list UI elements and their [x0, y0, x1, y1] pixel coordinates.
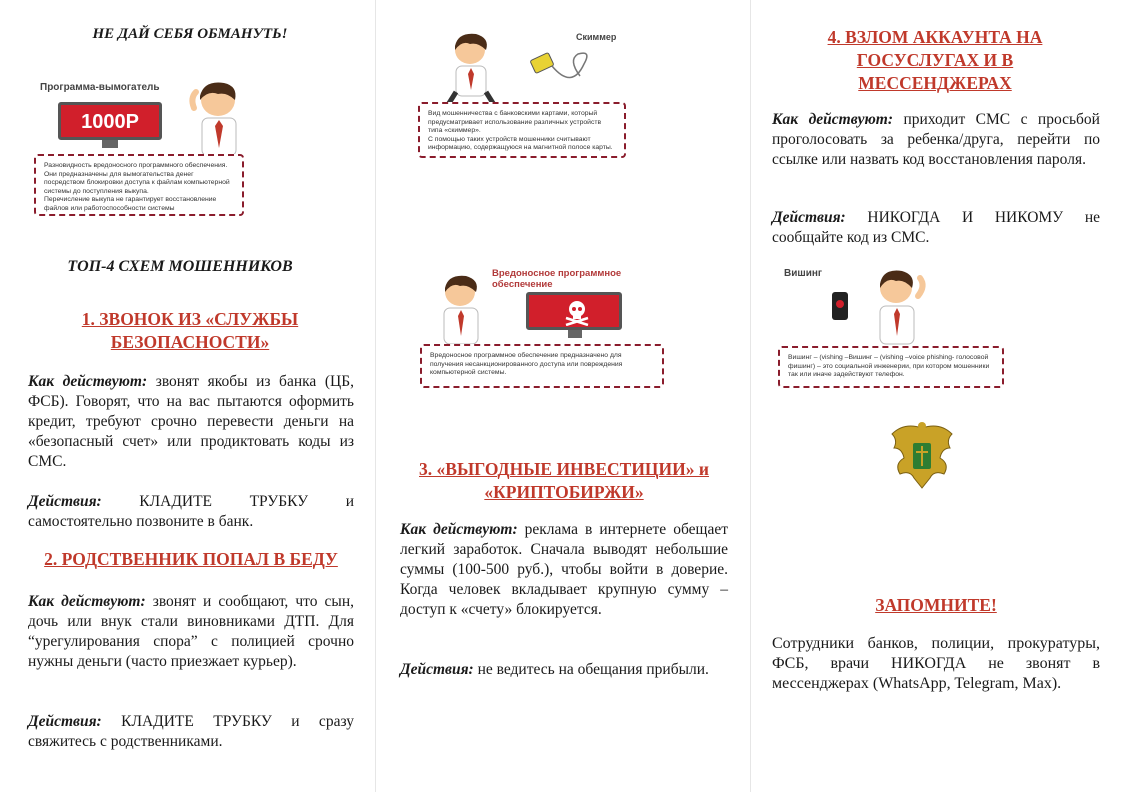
column-divider [375, 0, 376, 792]
skimmer-card [410, 24, 630, 164]
card-text: Вид мошенничества с банковскими картами, который предусматривает использование различных устройств типа «скиммер». [428, 110, 602, 134]
action-label: Действия: [28, 713, 102, 730]
monitor-stand [102, 140, 118, 148]
section-2-how [28, 592, 354, 672]
how-label: Как действуют: [28, 593, 146, 610]
section-3-action [400, 660, 728, 680]
phone-icon [830, 290, 850, 322]
how-text: звонят и сообщают, что сын, дочь или внук стали виновниками ДТП. Для “урегулирования спора” с полицией срочно нужны деньги (часто приезжает курьер). [28, 593, 354, 670]
section-1-heading: 1. ЗВОНОК ИЗ «СЛУЖБЫ БЕЗОПАСНОСТИ» [81, 309, 299, 352]
top-schemes-title: ТОП-4 СХЕМ МОШЕННИКОВ [67, 258, 293, 275]
skimmer-description [418, 102, 626, 158]
card-text: Вредоносное программное обеспечение предназначено для получения несанкционированного доступа или повреждения компьютерной системы. [430, 352, 623, 376]
section-2-action [28, 712, 354, 752]
action-label: Действия: [400, 661, 474, 678]
skimmer-icon [528, 50, 598, 100]
vishing-description [778, 346, 1004, 388]
office-man-icon [436, 30, 506, 110]
card-title: Программа-вымогатель [40, 82, 160, 93]
section-4-heading: 4. ВЗЛОМ АККАУНТА НА ГОСУСЛУГАХ И В МЕССЕНДЖЕРАХ [827, 27, 1043, 93]
section-1-how [28, 372, 354, 472]
emblem-icon [884, 418, 960, 496]
how-text: звонят якобы из банка (ЦБ, ФСБ). Говорят, что на вас пытаются оформить кредит, требуют срочно перевести деньги на «безопасный счет» или продиктовать коды из СМС. [28, 373, 354, 470]
card-text: Перечисление выкупа не гарантирует восстановление файлов или работоспособности системы [44, 196, 217, 212]
card-title: Вишинг [784, 268, 823, 279]
section-3-heading: 3. «ВЫГОДНЫЕ ИНВЕСТИЦИИ» и «КРИПТОБИРЖИ» [419, 459, 709, 502]
how-label: Как действуют: [28, 373, 148, 390]
section-3-how [400, 520, 728, 620]
card-text: Разновидность вредоносного программного обеспечения. [44, 162, 228, 169]
action-label: Действия: [28, 493, 102, 510]
action-text: не ведитесь на обещания прибыли. [473, 661, 709, 678]
section-4-action [772, 208, 1100, 248]
section-2-heading: 2. РОДСТВЕННИК ПОПАЛ В БЕДУ [44, 549, 338, 569]
card-text: С помощью таких устройств мошенники считывают информацию, содержащуюся на магнитной полосе карты. [428, 135, 613, 151]
office-man-icon [180, 78, 250, 156]
vishing-card [774, 262, 1012, 392]
action-text: КЛАДИТЕ ТРУБКУ и самостоятельно позвоните в банк. [28, 493, 354, 530]
ransom-amount: 1000Р [81, 111, 139, 133]
ransom-monitor-icon [58, 102, 162, 140]
skull-icon [563, 298, 591, 326]
card-text: Вишинг – (vishing –Вишинг – (vishing –voice phishing- голосовой фишинг) – это социальной инженерии, при котором мошенники так или иначе задействуют телефон. [788, 354, 990, 378]
malware-card [416, 262, 670, 394]
remember-heading: ЗАПОМНИТЕ! [875, 595, 997, 615]
monitor-stand [568, 330, 582, 338]
how-text: приходит СМС с просьбой проголосовать за ребенка/друга, перейти по ссылке или назвать код восстановления пароля. [772, 111, 1100, 168]
ransomware-card [30, 70, 262, 220]
how-label: Как действуют: [400, 521, 518, 538]
skull-monitor [526, 292, 622, 330]
card-title: Вредоносное программное обеспечение [492, 268, 622, 290]
action-text: НИКОГДА И НИКОМУ не сообщайте код из СМС. [772, 209, 1100, 246]
action-label: Действия: [772, 209, 846, 226]
card-text: Они предназначены для вымогательства денег посредством блокировки доступа к файлам компьютерной системы до поступления выкупа. [44, 170, 230, 195]
column-divider [750, 0, 751, 792]
ransomware-description [34, 154, 244, 216]
how-label: Как действуют: [772, 111, 894, 128]
malware-description [420, 344, 664, 388]
how-text: реклама в интернете обещает легкий заработок. Сначала выводят небольшие суммы (100-500 руб.), чтобы войти в доверие. Когда человек вкладывает крупную сумму – доступ к «счету» блокируется. [400, 521, 728, 618]
section-4-how [772, 110, 1100, 170]
office-man-icon [856, 266, 936, 346]
action-text: КЛАДИТЕ ТРУБКУ и сразу свяжитесь с родственниками. [28, 713, 354, 750]
card-title: Скиммер [576, 32, 617, 42]
office-man-icon [426, 272, 496, 346]
remember-text: Сотрудники банков, полиции, прокуратуры, ФСБ, врачи НИКОГДА не звонят в мессенджерах (WhatsApp, Telegram, Max). [772, 635, 1100, 692]
section-1-action [28, 492, 354, 532]
main-title: НЕ ДАЙ СЕБЯ ОБМАНУТЬ! [92, 26, 288, 42]
